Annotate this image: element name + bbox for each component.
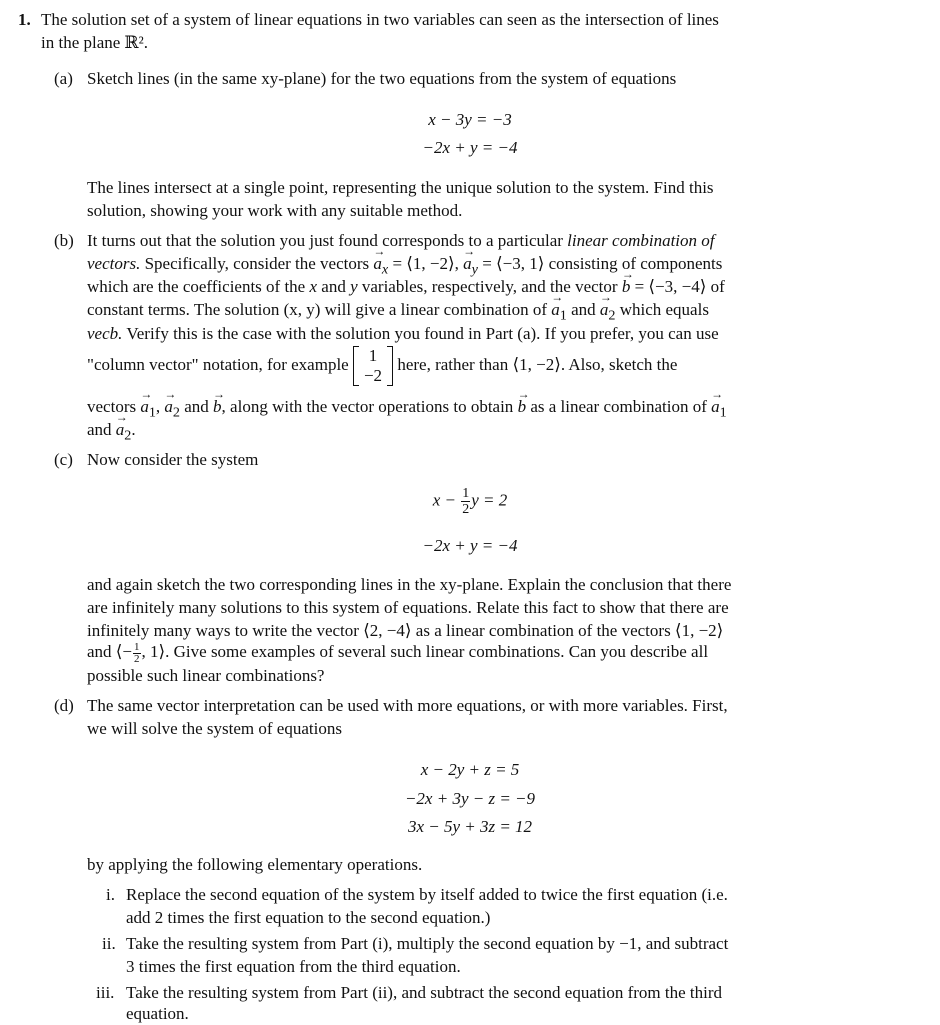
step-i-line1: Replace the second equation of the system by itself added to twice the first equation (i.e.	[126, 885, 728, 904]
step-ii-label: ii.	[102, 934, 116, 953]
step-i-line2: add 2 times the first equation to the second equation.)	[126, 908, 491, 927]
part-c-line1: Now consider the system	[87, 450, 259, 469]
part-c-text1: and again sketch the two corresponding lines in the xy-plane. Explain the conclusion that there	[87, 575, 732, 594]
part-c-text3: infinitely many ways to write the vector ⟨2, −4⟩ as a linear combination of the vectors ⟨1, −2⟩	[87, 621, 724, 640]
part-d-label: (d)	[54, 696, 74, 715]
part-a-text1: The lines intersect at a single point, representing the unique solution to the system. Find this	[87, 178, 714, 197]
part-c-text2: are infinitely many solutions to this system of equations. Relate this fact to show that there are	[87, 598, 729, 617]
part-b-line4: constant terms. The solution (x, y) will give a linear combination of → $a_1$ and → $a_2$ which equals	[87, 298, 709, 327]
part-d-eq1: x − 2y + z = 5	[420, 760, 520, 779]
part-a-line1: Sketch lines (in the same xy-plane) for the two equations from the system of equations	[87, 69, 677, 88]
part-d-eq3: 3x − 5y + 3z = 12	[407, 817, 533, 836]
step-iii-label: iii.	[96, 983, 115, 1002]
part-b-line6: "column vector" notation, for example 1 −2 here, rather than ⟨1, −2⟩. Also, sketch the	[87, 346, 678, 385]
part-d-line2: we will solve the system of equations	[87, 719, 342, 738]
column-vector: 1 −2	[353, 346, 393, 386]
part-c-eq2: −2x + y = −4	[422, 536, 518, 555]
part-c-text4: and ⟨− $\frac{1}{2}$ , 1⟩. Give some examples of several such linear combinations. Can you describe all	[87, 640, 709, 665]
problem-number: 1.	[18, 10, 31, 29]
intro-line-1: The solution set of a system of linear equations in two variables can seen as the intersection of lines	[41, 10, 719, 29]
part-b-label: (b)	[54, 231, 74, 250]
part-b-line8: and → $a_2$.	[87, 418, 136, 447]
part-a-text2: solution, showing your work with any suitable method.	[87, 201, 463, 220]
part-a-label: (a)	[54, 69, 73, 88]
step-ii-line2: 3 times the first equation from the third equation.	[126, 957, 461, 976]
intro-line-2: in the plane ℝ².	[41, 33, 149, 52]
step-iii-line2: equation.	[126, 1004, 189, 1023]
part-b-line1: It turns out that the solution you just found corresponds to a particular linear combination of	[87, 231, 715, 250]
part-a-eq2: −2x + y = −4	[422, 138, 518, 157]
part-b-line5: vecb. Verify this is the case with the solution you found in Part (a). If you prefer, you can use	[87, 324, 719, 343]
part-b-line3: which are the coefficients of the x and y variables, respectively, and the vector → b = ⟨−3, −4⟩ of	[87, 275, 725, 298]
part-c-label: (c)	[54, 450, 73, 469]
part-c-text5: possible such linear combinations?	[87, 666, 325, 685]
part-b-line7: vectors → $a_1$, → $a_2$ and → b, along with the vector operations to obtain → b as a linear combination of → $a_1$	[87, 395, 727, 424]
step-ii-line1: Take the resulting system from Part (i), multiply the second equation by −1, and subtract	[126, 934, 729, 953]
part-a-eq1: x − 3y = −3	[428, 110, 512, 129]
step-iii-line1: Take the resulting system from Part (ii), and subtract the second equation from the third	[126, 983, 723, 1002]
part-d-eq2: −2x + 3y − z = −9	[404, 789, 536, 808]
part-b-line2: vectors. Specifically, consider the vectors → $a_x$ = ⟨1, −2⟩, → $a_y$ = ⟨−3, 1⟩ consisting of components	[87, 252, 722, 281]
step-i-label: i.	[106, 885, 115, 904]
part-c-eq1: x − $\frac{1}{2}$ y = 2	[432, 486, 508, 517]
part-d-after: by applying the following elementary operations.	[87, 855, 423, 874]
part-d-line1: The same vector interpretation can be used with more equations, or with more variables. First,	[87, 696, 728, 715]
